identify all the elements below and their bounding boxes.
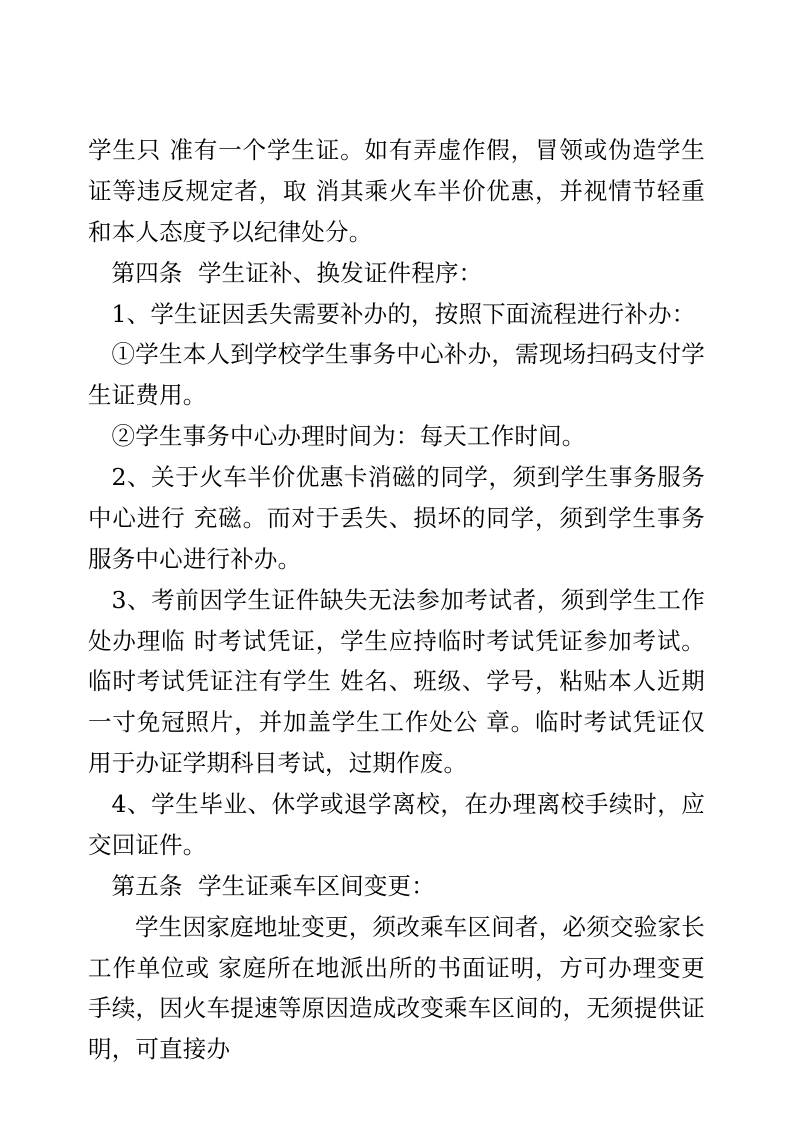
paragraph: ①学生本人到学校学生事务中心补办，需现场扫码支付学生证费用。 (88, 340, 705, 410)
paragraph: 学生因家庭地址变更，须改乘车区间者，必须交验家长工作单位或 家庭所在地派出所的书面证明，方可办理变更手续，因火车提速等原因造成改变乘车区间的，无须提供证明，可直接办 (88, 912, 705, 1064)
paragraph: 2、关于火车半价优惠卡消磁的同学，须到学生事务服务中心进行 充磁。而对于丢失、损坏的同学，须到学生事务服务中心进行补办。 (88, 463, 705, 573)
paragraph: 1、学生证因丢失需要补办的，按照下面流程进行补办： (111, 299, 696, 328)
paragraph: ②学生事务中心办理时间为：每天工作时间。 (111, 422, 586, 451)
paragraph: 4、学生毕业、休学或退学离校，在办理离校手续时，应交回证件。 (88, 790, 705, 859)
document-body (88, 130, 705, 1070)
paragraph: 第四条 学生证补、换发证件程序： (111, 258, 483, 287)
paragraph: 3、考前因学生证件缺失无法参加考试者，须到学生工作处办理临 时考试凭证，学生应持临时考试凭证参加考试。临时考试凭证注有学生 姓名、班级、学号，粘贴本人近期一寸免冠照片，并加盖学生工作处公 章。临时考试凭证仅用于办证学期科目考试，过期作废。 (88, 585, 705, 778)
paragraph: 学生只 准有一个学生证。如有弄虚作假，冒领或伪造学生证等违反规定者，取 消其乘火车半价优惠，并视情节轻重和本人态度予以纪律处分。 (88, 136, 705, 246)
paragraph: 第五条 学生证乘车区间变更： (111, 871, 435, 900)
